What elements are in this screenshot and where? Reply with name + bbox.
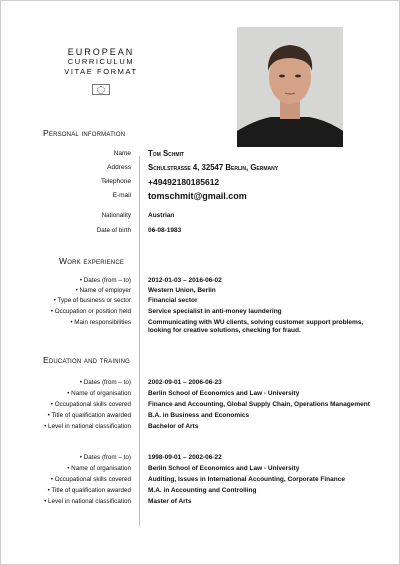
name-value: Tom Schmit: [148, 149, 185, 158]
work-label: • Occupation or position held: [50, 308, 131, 315]
email-value: tomschmit@gmail.com: [148, 191, 247, 201]
telephone-label: Telephone: [101, 178, 131, 185]
education-value: Berlin School of Economics and Law - University: [148, 465, 300, 472]
dob-value: 06-08-1983: [148, 227, 182, 234]
work-label: • Dates (from – to): [79, 277, 131, 284]
education-value: 2002-09-01 – 2006-06-23: [148, 379, 222, 386]
education-label: • Title of qualification awarded: [47, 412, 131, 419]
education-label: • Name of organisation: [67, 465, 131, 472]
work-value: Communicating with WU clients, solving customer support problems, looking for creative solutions, checking for fraud.: [148, 319, 364, 334]
work-value: 2012-01-03 – 2016-06-02: [148, 277, 222, 284]
education-label: • Title of qualification awarded: [47, 487, 131, 494]
section-personal-title: Personal information: [43, 128, 126, 138]
nationality-value: Austrian: [148, 212, 175, 219]
email-label: E-mail: [112, 192, 131, 199]
education-label: • Occupational skills covered: [50, 401, 131, 408]
address-label: Address: [107, 164, 131, 171]
education-label: • Name of organisation: [67, 390, 131, 397]
education-label: • Dates (from – to): [79, 454, 131, 461]
education-label: • Dates (from – to): [79, 379, 131, 386]
profile-photo: [237, 27, 343, 147]
education-value: Berlin School of Economics and Law - University: [148, 390, 300, 397]
nationality-label: Nationality: [101, 212, 131, 219]
eu-flag-icon: [92, 84, 110, 95]
education-label: • Level in national classification: [44, 423, 131, 430]
work-label: • Name of employer: [75, 287, 131, 294]
name-label: Name: [113, 150, 131, 157]
work-label: • Type of business or sector: [53, 297, 131, 304]
education-label: • Level in national classification: [44, 498, 131, 505]
education-value: Master of Arts: [148, 498, 192, 505]
column-divider: [139, 156, 140, 526]
work-value: Service specialist in anti-money laundering: [148, 308, 282, 315]
telephone-value: +49492180185612: [148, 177, 220, 187]
education-value: Finance and Accounting, Global Supply Chain, Operations Management: [148, 401, 370, 408]
work-value: Financial sector: [148, 297, 198, 304]
education-value: M.A. in Accounting and Controlling: [148, 487, 257, 494]
dob-label: Date of birth: [96, 227, 131, 234]
section-work-title: Work experience: [59, 256, 125, 266]
header-line-2: CURRICULUM: [67, 57, 135, 66]
address-value: Schulstrasse 4, 32547 Berlin, Germany: [148, 163, 279, 172]
work-value: Western Union, Berlin: [148, 287, 216, 294]
header-line-1: EUROPEAN: [67, 47, 135, 57]
education-value: B.A. in Business and Economics: [148, 412, 250, 419]
education-value: Auditing, Issues in International Accounting, Corporate Finance: [148, 476, 345, 483]
header-line-3: VITAE FORMAT: [64, 67, 138, 76]
education-label: • Occupational skills covered: [50, 476, 131, 483]
education-value: 1998-09-01 – 2002-06-22: [148, 454, 222, 461]
work-label: • Main responsibilities: [70, 319, 131, 326]
education-value: Bachelor of Arts: [148, 423, 199, 430]
section-education-title: Education and training: [43, 355, 131, 365]
cv-header: [61, 47, 141, 95]
